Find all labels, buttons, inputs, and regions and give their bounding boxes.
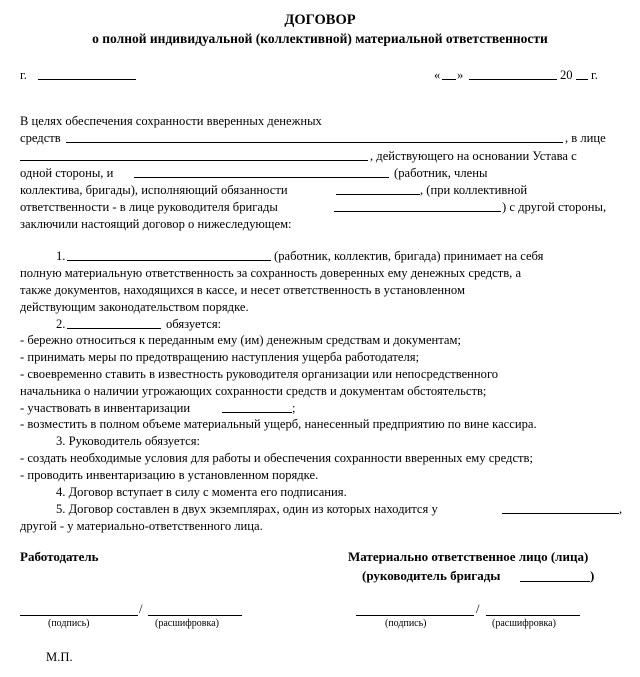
p5-line-1: 5. Договор составлен в двух экземплярах, один из которых находится у <box>56 502 438 516</box>
p1-number: 1. <box>56 249 66 263</box>
intro-line-5b: , (при коллективной <box>420 183 528 197</box>
intro-line-1: В целях обеспечения сохранности вверенных денежных <box>20 114 322 128</box>
employer-label: Работодатель <box>20 549 99 564</box>
intro-line-4a: одной стороны, и <box>20 166 114 180</box>
employer-sign-caption: (подпись) <box>48 618 90 629</box>
p1-line-4: действующим законодательством порядке. <box>20 300 249 314</box>
year-prefix: 20 <box>560 68 573 82</box>
leader-label: (руководитель бригады <box>362 568 501 583</box>
city-blank <box>38 79 136 80</box>
responsible-sign-line <box>356 615 474 616</box>
responsible-label: Материально ответственное лицо (лица) <box>348 549 589 564</box>
p3-title: 3. Руководитель обязуется: <box>56 434 201 448</box>
p2-item-3: - своевременно ставить в известность руководителя организации или непосредственного <box>20 367 499 381</box>
intro-line-6a: ответственности - в лице руководителя бригады <box>20 200 278 214</box>
p2-item-5: - возместить в полном объеме материальный ущерб, нанесенный предприятию по вине кассира. <box>20 417 537 431</box>
responsible-decode-line <box>486 615 580 616</box>
representative-blank <box>20 160 368 161</box>
employee-blank <box>134 177 389 178</box>
p5-comma: , <box>619 502 623 516</box>
employer-decode-caption: (расшифровка) <box>155 618 219 629</box>
p1-blank <box>67 260 271 261</box>
document-title: ДОГОВОР <box>284 12 356 28</box>
responsible-slash: / <box>476 602 480 616</box>
intro-line-5a: коллектива, бригады), исполняющий обязанности <box>20 183 288 197</box>
city-prefix: г. <box>20 68 27 82</box>
year-suffix: г. <box>591 68 598 82</box>
p1-line-3: также документов, находящихся в кассе, и несет ответственность в установленном <box>20 283 465 297</box>
p2-item-4: - участвовать в инвентаризации <box>20 401 191 415</box>
leader-blank <box>334 211 501 212</box>
intro-line-4b: (работник, члены <box>394 166 488 180</box>
p2-item-1: - бережно относиться к переданным ему (им) денежным средствам и документам; <box>20 333 461 347</box>
p2-item-3b: начальника о наличии угрожающих сохранности средств и документам обстоятельств; <box>20 384 487 398</box>
employer-slash: / <box>139 602 143 616</box>
year-blank <box>576 79 588 80</box>
p2-title: обязуется: <box>166 317 222 331</box>
quote-open: « <box>434 68 441 82</box>
quote-close: » <box>457 68 464 82</box>
p2-item-2: - принимать меры по предотвращению наступления ущерба работодателя; <box>20 350 420 364</box>
stamp-label: М.П. <box>46 650 73 664</box>
leader-sign-blank <box>520 581 590 582</box>
document-subtitle: о полной индивидуальной (коллективной) материальной ответственности <box>92 31 548 46</box>
p1-line-1: (работник, коллектив, бригада) принимает на себя <box>274 249 544 263</box>
intro-line-2a: средств <box>20 131 61 145</box>
intro-line-2b: , в лице <box>565 131 606 145</box>
funds-blank <box>66 142 563 143</box>
p3-item-1: - создать необходимые условия для работы и обеспечения сохранности вверенных ему средств; <box>20 451 533 465</box>
p4-text: 4. Договор вступает в силу с момента его подписания. <box>56 485 347 499</box>
intro-line-7: заключили настоящий договор о нижеследующем: <box>20 217 292 231</box>
p1-line-2: полную материальную ответственность за сохранность доверенных ему денежных средств, а <box>20 266 522 280</box>
p5-line-2: другой - у материально-ответственного лица. <box>20 519 263 533</box>
copy-holder-blank <box>502 513 619 514</box>
employer-decode-line <box>148 615 242 616</box>
responsible-sign-caption: (подпись) <box>385 618 427 629</box>
p2-item-4b: ; <box>292 401 296 415</box>
p3-item-2: - проводить инвентаризацию в установленном порядке. <box>20 468 319 482</box>
leader-close: ) <box>590 568 595 583</box>
day-blank <box>442 79 456 80</box>
p2-blank <box>67 328 161 329</box>
responsible-decode-caption: (расшифровка) <box>492 618 556 629</box>
intro-line-6b: ) с другой стороны, <box>502 200 607 214</box>
position-blank <box>336 194 420 195</box>
inventory-blank <box>222 412 292 413</box>
employer-sign-line <box>20 615 138 616</box>
month-blank <box>469 79 557 80</box>
p2-number: 2. <box>56 317 66 331</box>
intro-line-3: , действующего на основании Устава с <box>370 149 577 163</box>
